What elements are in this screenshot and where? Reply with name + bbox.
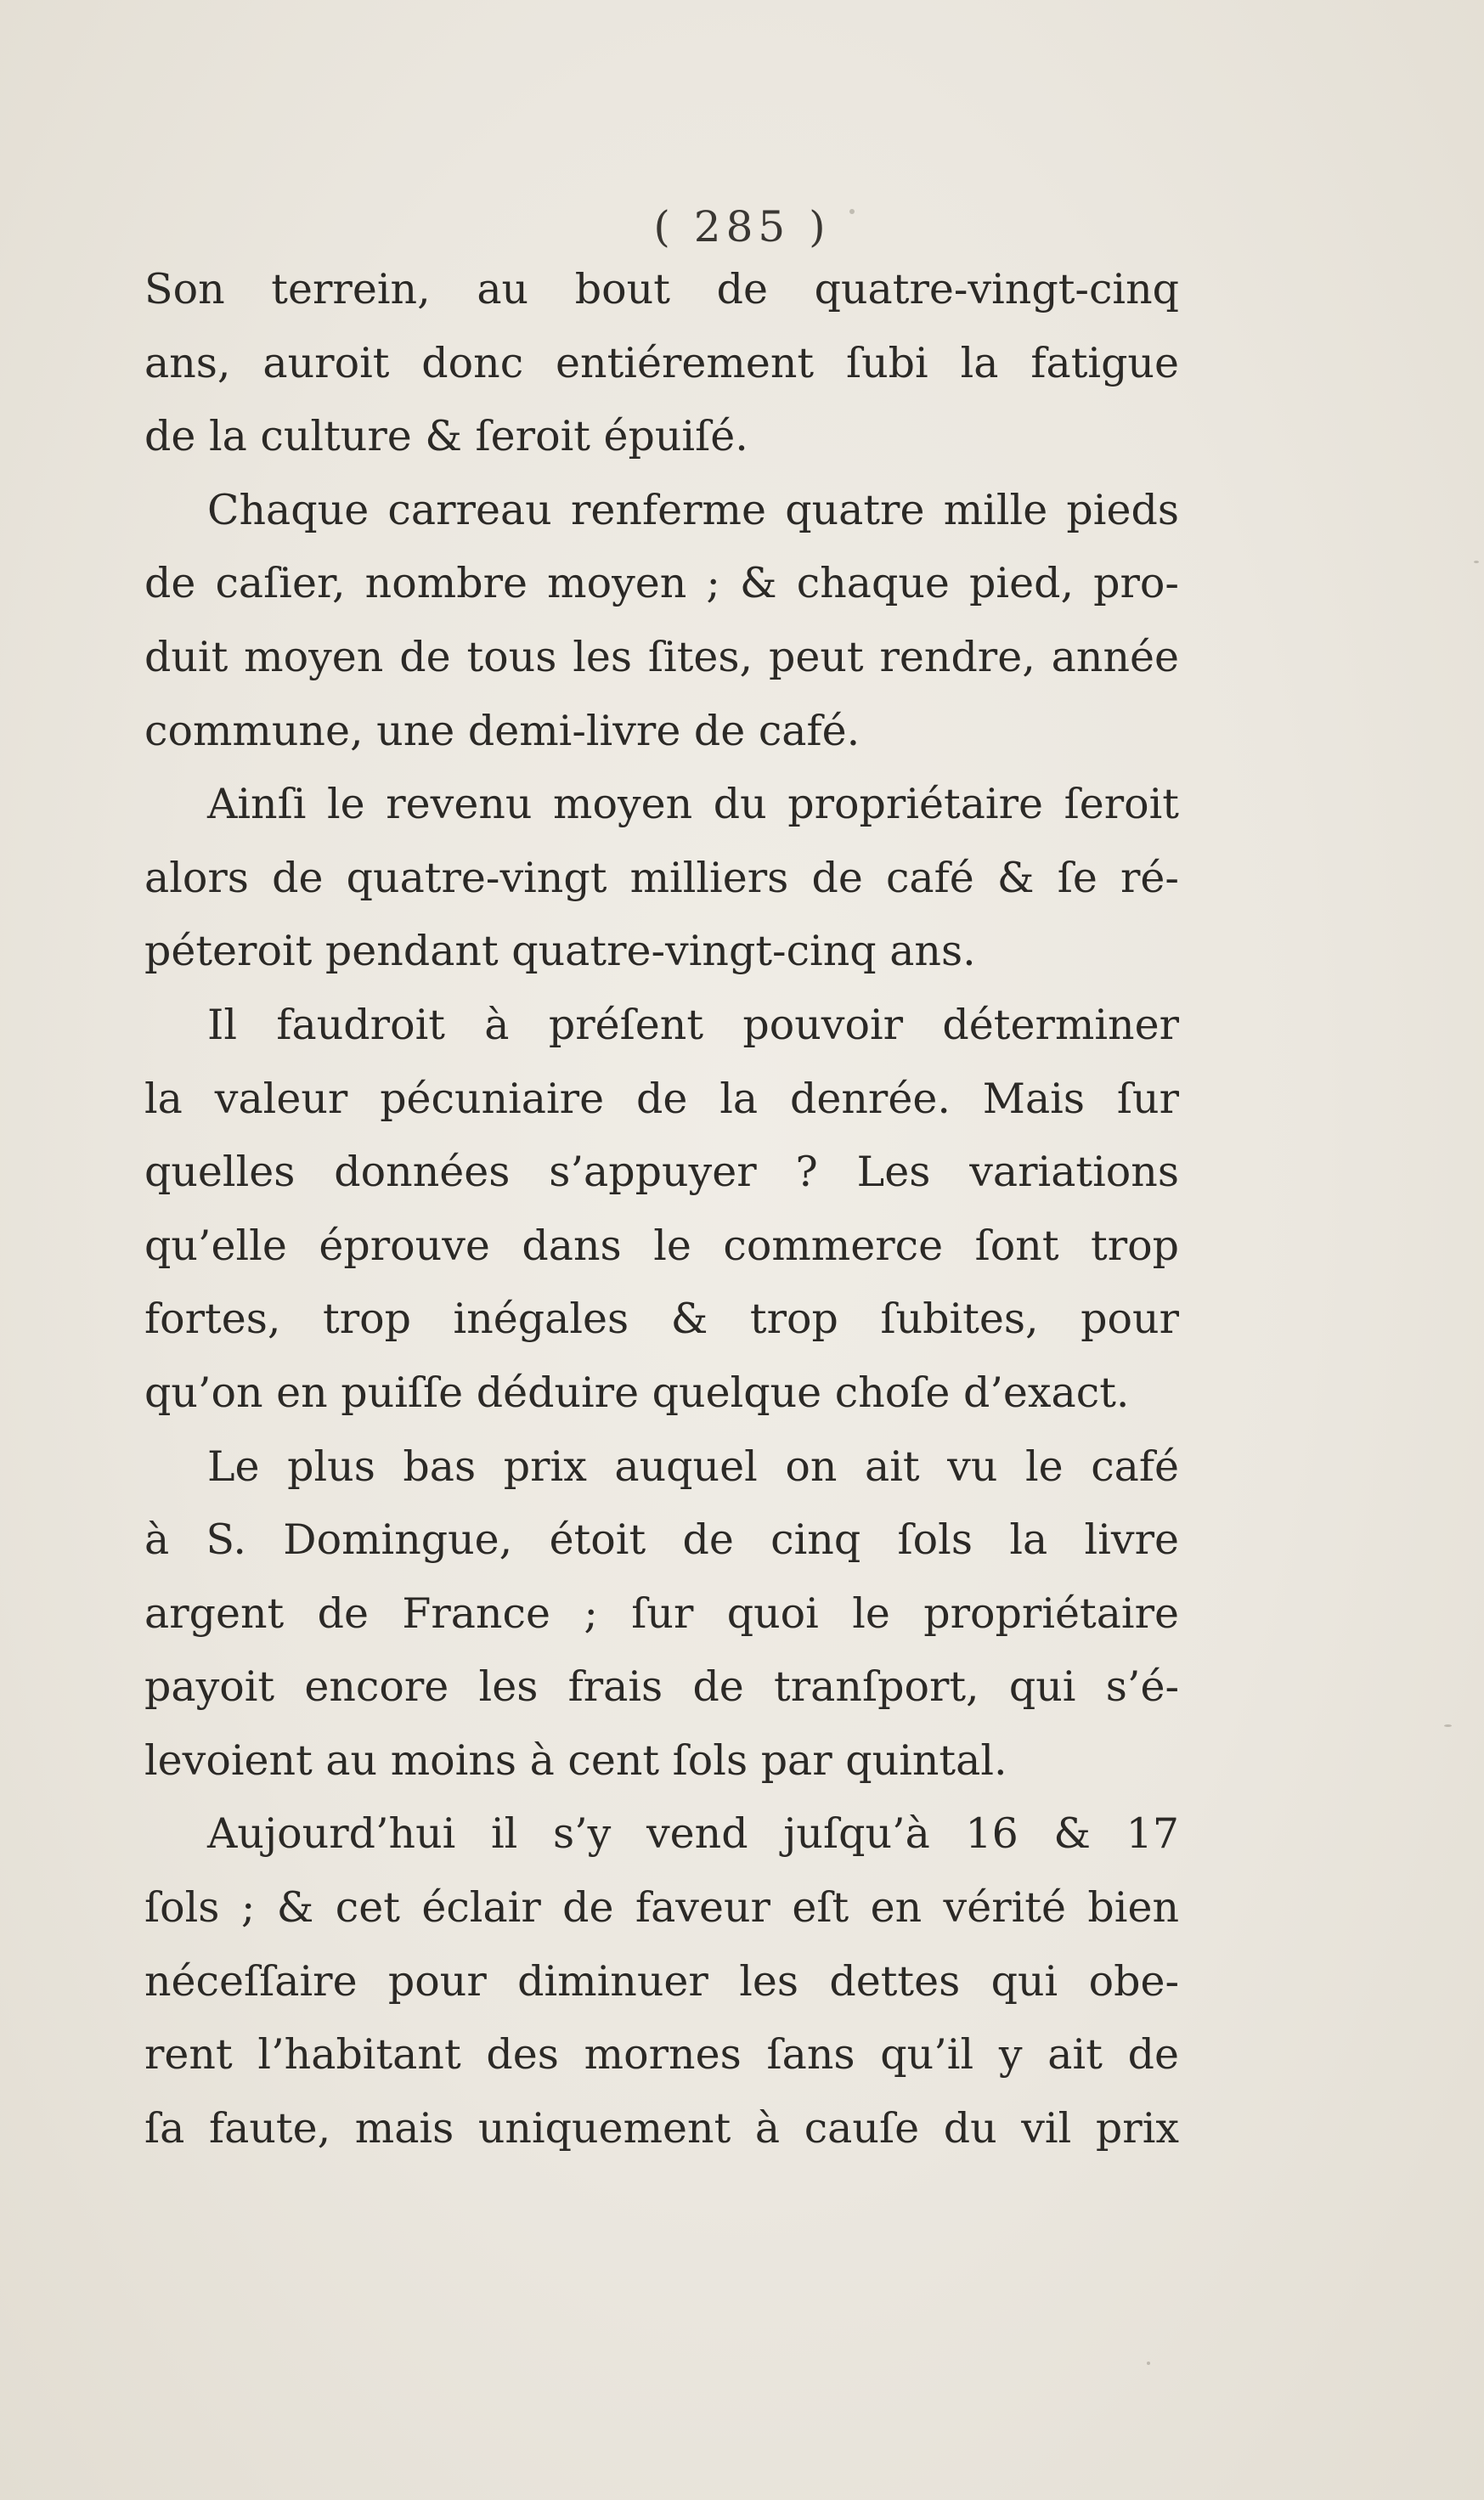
body-text: [144, 253, 1179, 2165]
text-line: Chaque carreau renferme quatre mille pieds: [207, 485, 1179, 534]
paper-speck: [849, 209, 855, 214]
paper-speck: [1147, 2362, 1150, 2365]
text-line: ſols ; & cet éclair de faveur eſt en vérité bien: [144, 1883, 1179, 1933]
text-line: péteroit pendant quatre-vingt-cinq ans.: [144, 927, 976, 976]
text-line: Ainſi le revenu moyen du propriétaire ſeroit: [207, 780, 1179, 829]
paper-speck: [1444, 1724, 1452, 1727]
text-line: de caſier, nombre moyen ; & chaque pied, pro-: [144, 559, 1179, 608]
text-line: alors de quatre-vingt milliers de café & ſe ré-: [144, 853, 1179, 902]
page-number: ( 285 ): [653, 202, 831, 251]
text-line: ſa faute, mais uniquement à cauſe du vil prix: [144, 2103, 1179, 2153]
text-line: Son terrein, au bout de quatre-vingt-cinq: [144, 265, 1179, 313]
text-line: rent l’habitant des mornes ſans qu’il y ait de: [144, 2030, 1179, 2080]
text-line: la valeur pécuniaire de la denrée. Mais ſur: [144, 1074, 1179, 1123]
text-line: néceſſaire pour diminuer les dettes qui obe-: [144, 1956, 1179, 2006]
text-line: Il faudroit à préſent pouvoir déterminer: [207, 1000, 1179, 1049]
text-line: Aujourd’hui il s’y vend juſqu’à 16 & 17: [207, 1809, 1179, 1859]
text-line: levoient au moins à cent ſols par quintal.: [144, 1735, 1007, 1785]
text-line: qu’elle éprouve dans le commerce ſont trop: [144, 1221, 1179, 1270]
text-line: qu’on en puiſſe déduire quelque choſe d’exact.: [144, 1368, 1130, 1417]
text-line: payoit encore les frais de tranſport, qui s’é-: [144, 1662, 1179, 1712]
text-line: duit moyen de tous les ſites, peut rendre, année: [144, 632, 1179, 681]
text-line: ans, auroit donc entiérement ſubi la fatigue: [144, 338, 1179, 387]
text-line: à S. Domingue, étoit de cinq ſols la livre: [144, 1515, 1179, 1565]
text-line: commune, une demi-livre de café.: [144, 706, 860, 755]
text-line: de la culture & ſeroit épuiſé.: [144, 412, 748, 461]
text-line: Le plus bas prix auquel on ait vu le café: [207, 1442, 1179, 1491]
text-line: quelles données s’appuyer ? Les variations: [144, 1148, 1179, 1197]
text-line: argent de France ; ſur quoi le propriétaire: [144, 1589, 1179, 1638]
paper-speck: [1474, 561, 1479, 563]
text-line: fortes, trop inégales & trop ſubites, pour: [144, 1295, 1179, 1344]
